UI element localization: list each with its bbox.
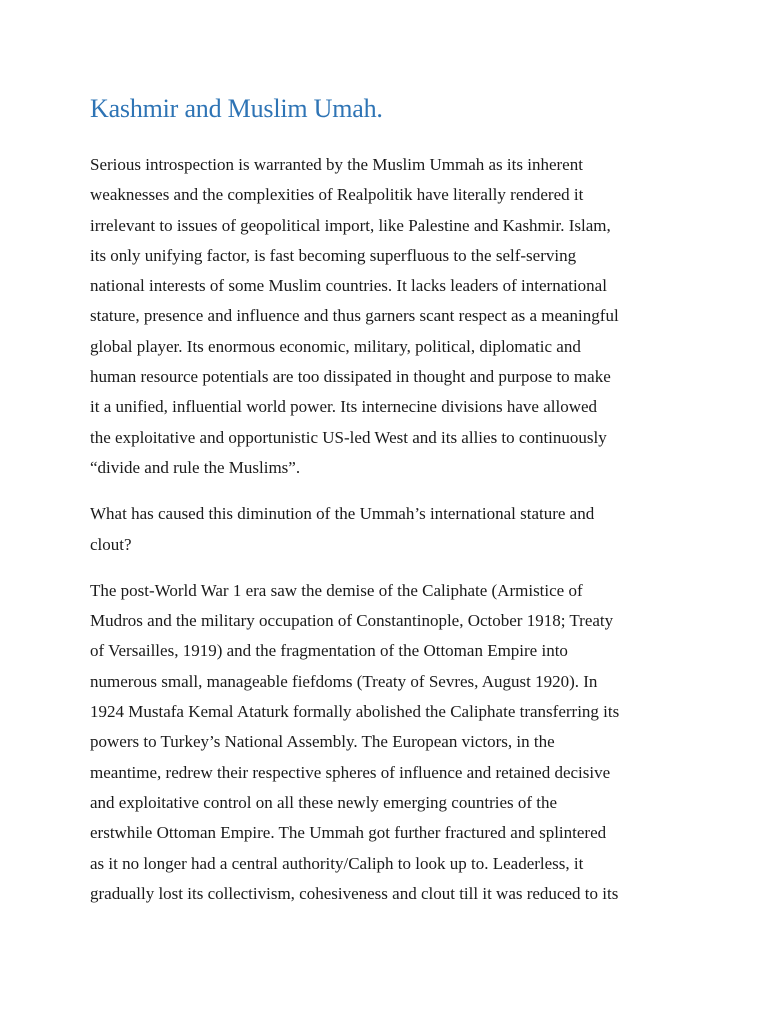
text-line: as it no longer had a central authority/Caliph to look up to. Leaderless, it bbox=[90, 853, 584, 873]
text-line: erstwhile Ottoman Empire. The Ummah got further fractured and splintered bbox=[90, 823, 607, 843]
paragraph-question bbox=[90, 499, 708, 560]
text-line: 1924 Mustafa Kemal Ataturk formally abolished the Caliphate transferring its bbox=[90, 702, 620, 722]
text-line: clout? bbox=[90, 534, 132, 554]
text-line: it a unified, influential world power. Its internecine divisions have allowed bbox=[90, 397, 598, 417]
text-line: meantime, redrew their respective spheres of influence and retained decisive bbox=[90, 762, 611, 782]
text-line: gradually lost its collectivism, cohesiveness and clout till it was reduced to its bbox=[90, 883, 619, 903]
text-line: human resource potentials are too dissipated in thought and purpose to make bbox=[90, 367, 611, 387]
text-line: the exploitative and opportunistic US-led West and its allies to continuously bbox=[90, 427, 607, 447]
text-line: What has caused this diminution of the Ummah’s international stature and bbox=[90, 504, 595, 524]
text-line: powers to Turkey’s National Assembly. The European victors, in the bbox=[90, 732, 555, 752]
text-line: Serious introspection is warranted by the Muslim Ummah as its inherent bbox=[90, 155, 583, 174]
text-line: and exploitative control on all these newly emerging countries of the bbox=[90, 792, 558, 812]
text-line: its only unifying factor, is fast becoming superfluous to the self-serving bbox=[90, 245, 577, 265]
text-line: stature, presence and influence and thus garners scant respect as a meaningful bbox=[90, 306, 619, 326]
text-line: national interests of some Muslim countries. It lacks leaders of international bbox=[90, 276, 607, 296]
paragraph-introspection bbox=[90, 150, 708, 483]
text-line: weaknesses and the complexities of Realpolitik have literally rendered it bbox=[90, 185, 584, 205]
text-line: irrelevant to issues of geopolitical import, like Palestine and Kashmir. Islam, bbox=[90, 215, 611, 235]
text-line: numerous small, manageable fiefdoms (Treaty of Sevres, August 1920). In bbox=[90, 671, 598, 691]
text-line: of Versailles, 1919) and the fragmentation of the Ottoman Empire into bbox=[90, 641, 568, 661]
text-line: The post-World War 1 era saw the demise of the Caliphate (Armistice of bbox=[90, 580, 583, 600]
text-line: global player. Its enormous economic, military, political, diplomatic and bbox=[90, 336, 581, 356]
paragraph-history bbox=[90, 576, 708, 909]
document-title: Kashmir and Muslim Umah. bbox=[90, 94, 383, 123]
text-line: “divide and rule the Muslims”. bbox=[90, 457, 301, 477]
text-line: Mudros and the military occupation of Constantinople, October 1918; Treaty bbox=[90, 611, 614, 631]
